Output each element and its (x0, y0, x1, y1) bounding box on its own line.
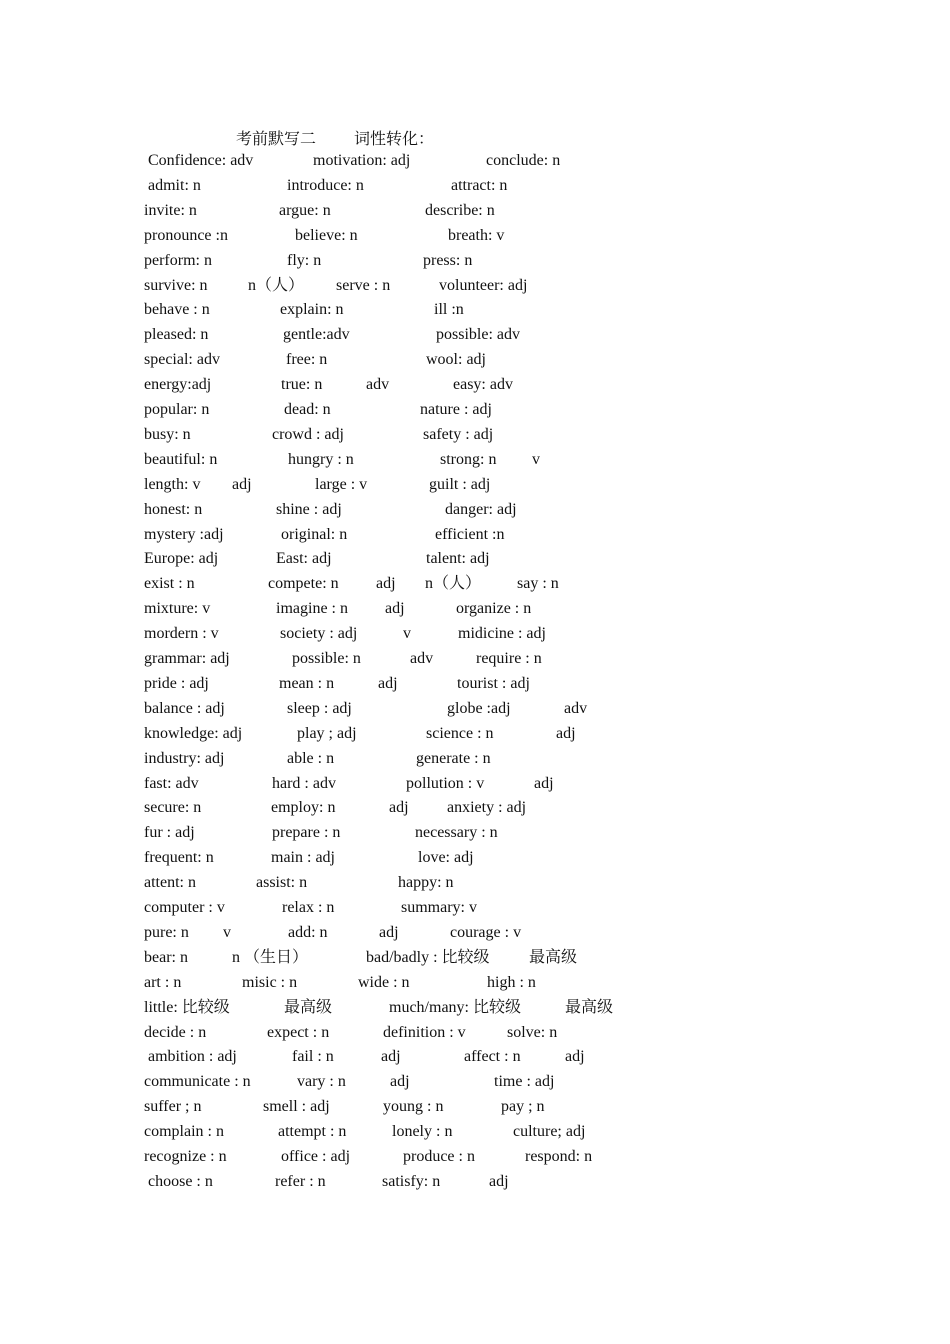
word-line (0, 1147, 950, 1171)
word-entry: adj (381, 1048, 401, 1066)
word-entry: beautiful: n (144, 450, 218, 468)
word-entry: adj (389, 799, 409, 817)
word-entry: balance : adj (144, 699, 225, 717)
word-line (0, 1097, 950, 1121)
word-entry: adj (565, 1048, 585, 1066)
word-entry: v (532, 450, 540, 468)
word-entry: nature : adj (420, 401, 492, 418)
word-entry: adj (556, 724, 576, 742)
word-entry: attract: n (451, 176, 508, 194)
word-entry: employ: n (271, 799, 336, 817)
word-entry: wide : n (358, 973, 410, 991)
word-entry: generate : n (416, 749, 491, 767)
word-entry: pronounce :n (144, 226, 228, 244)
word-entry: press: n (423, 251, 473, 269)
word-line (0, 624, 950, 648)
word-entry: fur : adj (144, 824, 195, 842)
word-line (0, 325, 950, 349)
word-entry: v (223, 923, 231, 941)
word-line (0, 923, 950, 947)
word-entry: adv (366, 376, 390, 394)
word-entry: office : adj (281, 1148, 351, 1165)
word-line (0, 549, 950, 573)
word-entry: anxiety : adj (447, 799, 527, 817)
word-entry: grammar: adj (144, 650, 230, 667)
word-entry: pleased: n (144, 326, 209, 344)
word-entry: argue: n (279, 201, 331, 219)
word-line (0, 774, 950, 798)
word-line (0, 798, 950, 822)
word-entry: volunteer: adj (439, 276, 528, 294)
word-entry: organize : n (456, 600, 532, 618)
word-entry: refer : n (275, 1172, 326, 1190)
word-line (0, 1072, 950, 1096)
word-entry: summary: v (401, 899, 477, 916)
word-entry: art : n (144, 973, 182, 991)
word-line (0, 1172, 950, 1196)
word-entry: suffer ; n (144, 1098, 202, 1116)
word-entry: perform: n (144, 251, 212, 269)
word-entry: pride : adj (144, 674, 209, 692)
word-entry: satisfy: n (382, 1172, 441, 1190)
word-entry: love: adj (418, 849, 474, 867)
word-entry: pollution : v (406, 774, 485, 792)
word-entry: shine : adj (276, 500, 342, 518)
word-entry: little: 比较级 (144, 998, 230, 1016)
word-line (0, 973, 950, 997)
word-line (0, 574, 950, 598)
word-entry: special: adv (144, 351, 220, 369)
page-title-part2: 词性转化： (354, 131, 435, 148)
word-entry: globe :adj (447, 699, 511, 717)
word-line (0, 873, 950, 897)
word-entry: possible: adv (436, 326, 520, 344)
word-entry: adj (385, 600, 405, 618)
word-entry: lonely : n (392, 1123, 453, 1141)
word-entry: true: n (281, 376, 323, 394)
word-entry: complain : n (144, 1123, 224, 1141)
word-entry: danger: adj (445, 500, 517, 518)
word-entry: relax : n (282, 899, 335, 916)
word-entry: mixture: v (144, 600, 211, 618)
word-entry: East: adj (276, 550, 332, 568)
word-entry: guilt : adj (429, 475, 491, 493)
word-entry: much/many: 比较级 (389, 998, 521, 1016)
word-line (0, 525, 950, 549)
word-line (0, 1023, 950, 1047)
word-entry: 最高级 (565, 998, 614, 1016)
word-entry: conclude: n (486, 152, 561, 169)
word-entry: exist : n (144, 575, 195, 593)
word-line (0, 300, 950, 324)
word-entry: Confidence: adv (148, 152, 254, 169)
word-entry: free: n (286, 351, 328, 369)
word-entry: time : adj (494, 1073, 555, 1091)
word-line (0, 948, 950, 972)
word-line (0, 400, 950, 424)
word-entry: affect : n (464, 1048, 521, 1066)
word-entry: busy: n (144, 425, 191, 443)
word-entry: industry: adj (144, 749, 225, 767)
word-entry: believe: n (295, 226, 358, 244)
word-entry: communicate : n (144, 1073, 251, 1091)
word-entry: frequent: n (144, 849, 214, 867)
word-entry: adj (390, 1073, 410, 1091)
word-entry: Europe: adj (144, 550, 219, 568)
word-line (0, 276, 950, 300)
word-entry: easy: adv (453, 376, 513, 394)
word-entry: dead: n (284, 401, 331, 418)
word-entry: expect : n (267, 1023, 330, 1041)
word-entry: tourist : adj (457, 674, 530, 692)
word-entry: imagine : n (276, 600, 348, 618)
word-entry: respond: n (525, 1148, 593, 1165)
word-entry: adj (378, 674, 398, 692)
word-entry: fast: adv (144, 774, 199, 792)
word-entry: adj (489, 1172, 509, 1190)
word-entry: describe: n (425, 201, 495, 219)
word-entry: smell : adj (263, 1098, 330, 1116)
word-line (0, 176, 950, 200)
word-line (0, 151, 950, 175)
word-line (0, 749, 950, 773)
word-entry: society : adj (280, 625, 358, 643)
word-entry: n （生日） (232, 948, 309, 966)
word-entry: large : v (315, 475, 368, 493)
word-line (0, 251, 950, 275)
word-entry: secure: n (144, 799, 202, 817)
word-entry: motivation: adj (313, 152, 411, 169)
word-entry: introduce: n (287, 176, 364, 194)
word-line (0, 375, 950, 399)
word-entry: choose : n (148, 1172, 213, 1190)
word-entry: efficient :n (435, 525, 505, 543)
word-entry: fail : n (292, 1048, 334, 1066)
word-entry: high : n (487, 973, 536, 991)
word-line (0, 450, 950, 474)
word-line (0, 649, 950, 673)
word-entry: say : n (517, 575, 559, 593)
word-entry: mordern : v (144, 625, 219, 643)
word-entry: length: v (144, 475, 201, 493)
word-entry: require : n (476, 650, 542, 667)
word-entry: talent: adj (426, 550, 490, 568)
word-entry: behave : n (144, 301, 210, 319)
word-entry: strong: n (440, 450, 497, 468)
word-entry: definition : v (383, 1023, 466, 1041)
word-entry: serve : n (336, 276, 391, 294)
word-line (0, 599, 950, 623)
word-line (0, 823, 950, 847)
word-entry: misic : n (242, 973, 298, 991)
word-entry: ambition : adj (148, 1048, 237, 1066)
word-entry: crowd : adj (272, 425, 344, 443)
word-entry: n（人） (248, 276, 305, 294)
word-entry: bear: n (144, 948, 188, 966)
word-entry: solve: n (507, 1023, 558, 1041)
word-entry: adj (534, 774, 554, 792)
word-entry: energy:adj (144, 376, 212, 394)
word-entry: 最高级 (529, 948, 578, 966)
word-entry: adv (564, 699, 588, 717)
word-entry: assist: n (256, 874, 308, 892)
word-line (0, 998, 950, 1022)
word-line (0, 898, 950, 922)
word-entry: breath: v (448, 226, 505, 244)
word-entry: gentle:adv (283, 326, 350, 344)
word-entry: midicine : adj (458, 625, 546, 643)
word-entry: n（人） (425, 575, 482, 593)
word-entry: adj (232, 475, 252, 493)
word-line (0, 1122, 950, 1146)
word-line (0, 699, 950, 723)
word-entry: play ; adj (297, 724, 357, 742)
word-entry: ill :n (434, 301, 464, 319)
word-entry: recognize : n (144, 1148, 227, 1165)
word-entry: courage : v (450, 923, 522, 941)
word-entry: possible: n (292, 650, 361, 667)
word-entry: survive: n (144, 276, 208, 294)
word-entry: produce : n (403, 1148, 475, 1165)
word-entry: adj (379, 923, 399, 941)
word-entry: young : n (383, 1098, 444, 1116)
word-line (0, 226, 950, 250)
word-entry: add: n (288, 923, 328, 941)
word-line (0, 475, 950, 499)
word-entry: popular: n (144, 401, 210, 418)
page-title-part1: 考前默写二 (236, 131, 317, 148)
word-entry: honest: n (144, 500, 203, 518)
word-entry: wool: adj (426, 351, 486, 369)
word-entry: computer : v (144, 899, 225, 916)
word-entry: 最高级 (284, 998, 333, 1016)
word-entry: knowledge: adj (144, 724, 243, 742)
word-line (0, 724, 950, 748)
word-entry: v (403, 625, 411, 643)
word-entry: hungry : n (288, 450, 354, 468)
word-entry: culture; adj (513, 1123, 586, 1141)
word-entry: original: n (281, 525, 348, 543)
word-line (0, 674, 950, 698)
word-line (0, 1047, 950, 1071)
word-entry: mean : n (279, 674, 335, 692)
word-entry: decide : n (144, 1023, 207, 1041)
word-entry: sleep : adj (287, 699, 352, 717)
word-entry: compete: n (268, 575, 339, 593)
word-entry: prepare : n (272, 824, 341, 842)
word-entry: safety : adj (423, 425, 494, 443)
word-entry: fly: n (287, 251, 322, 269)
word-entry: explain: n (280, 301, 344, 319)
word-entry: attempt : n (278, 1123, 347, 1141)
word-entry: necessary : n (415, 824, 498, 842)
word-line (0, 201, 950, 225)
word-entry: attent: n (144, 874, 196, 892)
word-line (0, 350, 950, 374)
word-entry: happy: n (398, 874, 454, 892)
word-entry: adv (410, 650, 434, 667)
word-entry: invite: n (144, 201, 197, 219)
word-entry: admit: n (148, 176, 201, 194)
word-entry: bad/badly : 比较级 (366, 948, 490, 966)
word-line (0, 848, 950, 872)
word-line (0, 500, 950, 524)
word-entry: pay ; n (501, 1098, 545, 1116)
word-entry: adj (376, 575, 396, 593)
word-entry: pure: n (144, 923, 189, 941)
word-entry: hard : adv (272, 774, 336, 792)
word-entry: vary : n (297, 1073, 346, 1091)
word-entry: mystery :adj (144, 525, 224, 543)
word-entry: science : n (426, 724, 494, 742)
word-entry: main : adj (271, 849, 335, 867)
word-line (0, 425, 950, 449)
word-entry: able : n (287, 749, 335, 767)
